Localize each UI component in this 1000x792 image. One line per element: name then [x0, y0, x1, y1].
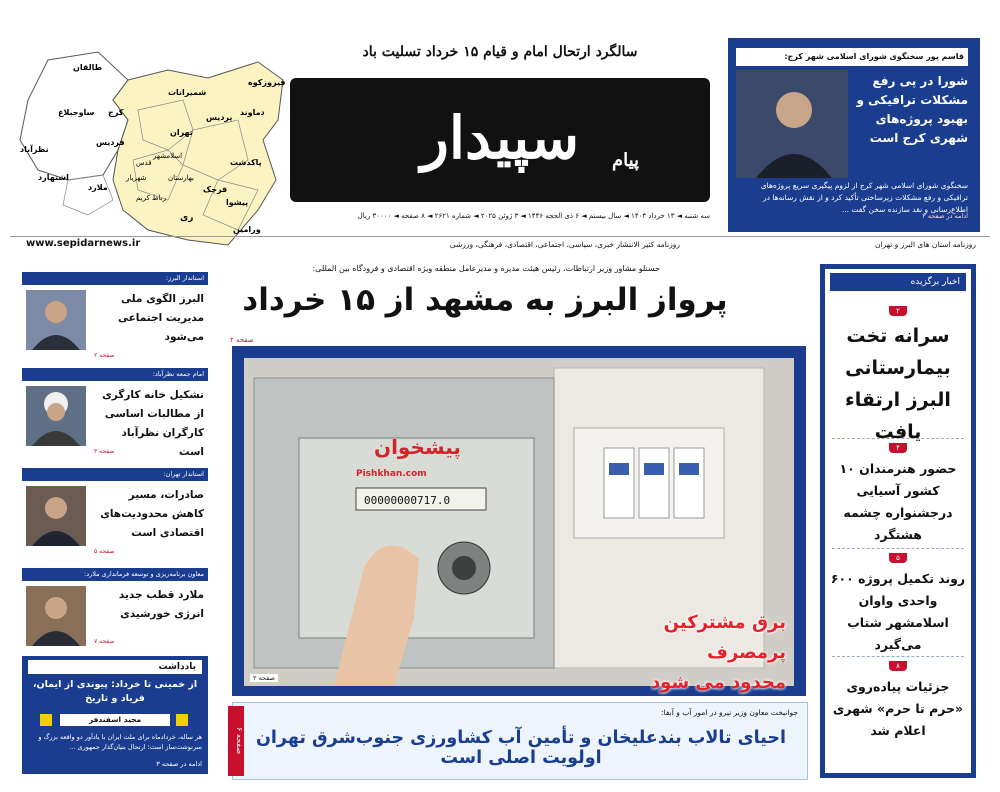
left-news-item[interactable] — [22, 568, 208, 648]
masthead-slogan: سالگرد ارتحال امام و قیام ۱۵ خرداد تسلیت باد — [362, 44, 638, 60]
lower-story-supra: جوانبخت معاون وزیر نیرو در امور آب و آبفا: — [661, 708, 798, 717]
left-news-item[interactable] — [22, 468, 208, 558]
header-divider — [10, 236, 990, 237]
map-label: طالقان — [73, 63, 103, 72]
masthead-logo: سپیدار — [420, 104, 580, 172]
masthead-dateline: سه شنبه ◄ ۱۳ خرداد ۱۴۰۴ ◄ سال بیستم ◄ ۶ ذی الحجه ۱۴۴۶ ◄ ۳ ژوئن ۲۰۲۵ ◄ شماره ۲۶۲۱ ◄ ۸ صفحه ◄ ۳۰۰۰۰ ریال — [357, 212, 710, 220]
map-label: ساوجبلاغ — [58, 108, 95, 117]
photo-caption[interactable] — [586, 608, 786, 698]
left-news-page[interactable]: صفحه ۳ — [94, 448, 115, 455]
left-news-label: معاون برنامه‌ریزی و توسعه فرمانداری ملارد: — [22, 568, 208, 581]
left-news-label: استاندار تهران: — [22, 468, 208, 481]
left-news-text: البرز الگوی ملی مدیریت اجتماعی می‌شود — [118, 293, 204, 343]
map-label: تهران — [170, 128, 193, 137]
left-news-text: ملارد قطب جدید انرژی خورشیدی — [118, 589, 204, 620]
news-badge: ۴ — [889, 443, 907, 453]
news-badge: ۲ — [889, 306, 907, 316]
selected-news-item[interactable]: سرانه تخت بیمارستانی البرز ارتقاء یافت — [845, 325, 951, 443]
quote-icon — [176, 714, 188, 726]
lower-story-headline[interactable]: احیای تالاب بندعلیخان و تأمین آب کشاورزی جنوب‌شرق تهران اولویت اصلی است — [256, 728, 786, 768]
website-url[interactable]: www.sepidarnews.ir — [26, 238, 141, 249]
selected-news-tab: اخبار برگزیده — [830, 273, 966, 291]
left-news-text: تشکیل خانه کارگری از مطالبات اساسی کارگران نظرآباد است — [102, 389, 204, 458]
news-badge: ۵ — [889, 553, 907, 563]
news-divider — [832, 656, 964, 657]
map-label: ری — [180, 213, 194, 223]
person-icon — [26, 586, 86, 646]
editorial-title[interactable]: از خمینی تا خرداد: پیوندی از ایمان، فریاد و تاریخ — [32, 679, 198, 704]
promo-header: قاسم پور سخنگوی شورای اسلامی شهر کرج: — [736, 48, 968, 66]
left-news-page[interactable]: صفحه ۷ — [94, 638, 115, 645]
left-news-text: صادرات، مسیر کاهش محدودیت‌های اقتصادی است — [100, 489, 204, 539]
promo-photo — [736, 70, 848, 178]
photo-caption-line2: محدود می شود — [650, 672, 786, 693]
person-icon — [26, 290, 86, 350]
map-label: پیشوا — [226, 198, 249, 207]
editorial-continue-link[interactable]: ادامه در صفحه ۳ — [156, 760, 202, 768]
meter-reading: 00000000717.0 — [364, 494, 451, 507]
watermark: پیشخوان — [374, 435, 461, 459]
news-badge: ۸ — [889, 661, 907, 671]
selected-news-item[interactable]: جزئیات پیاده‌روی «حرم تا حرم» شهری اعلام شد — [832, 679, 964, 738]
selected-news-item[interactable]: حضور هنرمندان ۱۰ کشور آسیایی درجشنواره چشمه هشتگرد — [839, 461, 957, 542]
lead-headline[interactable]: پرواز البرز به مشهد از ۱۵ خرداد — [242, 282, 728, 318]
promo-body: سخنگوی شورای اسلامی شهر کرج از لزوم پیگیری سریع پروژه‌های ترافیکی و رفع مشکلات زیرساختی تأکید کرد و از نقش رسانه‌ها در اطلاع‌رسانی و نقد سازنده سخن گفت ... — [760, 181, 968, 214]
portrait-photo — [26, 586, 86, 646]
map-label: فردیس — [96, 138, 125, 147]
news-divider — [832, 438, 964, 439]
portrait-photo — [26, 386, 86, 446]
person-icon — [26, 486, 86, 546]
left-news-column — [22, 272, 208, 648]
left-news-label: امام جمعه نظرآباد: — [22, 368, 208, 381]
left-news-page[interactable]: صفحه ۵ — [94, 548, 115, 555]
map-label: دماوند — [240, 108, 265, 117]
news-divider — [832, 548, 964, 549]
map-label: ورامین — [233, 225, 261, 234]
editorial-header: یادداشت — [28, 660, 202, 674]
paper-subtitle: روزنامه کثیر الانتشار خبری، سیاسی، اجتماعی، اقتصادی، فرهنگی، ورزشی — [449, 240, 680, 249]
person-photo-icon — [736, 70, 848, 178]
portrait-photo — [26, 486, 86, 546]
photo-page-ref[interactable]: صفحه ۲ — [250, 674, 278, 682]
left-news-item[interactable] — [22, 368, 208, 458]
map-label: اسلامشهر — [153, 152, 183, 160]
map-label: نظرآباد — [20, 145, 49, 154]
map-label: قدس — [136, 159, 152, 167]
photo-caption-line1: برق مشترکین پرمصرف — [663, 612, 786, 663]
left-news-page[interactable]: صفحه ۲ — [94, 352, 115, 359]
promo-continue-link[interactable]: ادامه در صفحه ۳ — [922, 212, 968, 220]
quote-icon — [40, 714, 52, 726]
map-label: اشتهارد — [38, 173, 69, 182]
person-icon — [26, 386, 86, 446]
paper-region-tag: روزنامه استان های البرز و تهران — [874, 240, 976, 249]
portrait-photo — [26, 290, 86, 350]
editorial-author: مجید اسفندفر — [60, 714, 170, 726]
masthead-logo-small: پیام — [612, 150, 640, 171]
map-label: ملارد — [88, 183, 108, 192]
map-label: کرج — [108, 108, 124, 117]
selected-news-item[interactable]: روند تکمیل پروژه ۶۰۰ واحدی واوان اسلامشهر شتاب می‌گیرد — [830, 571, 966, 652]
map-label: پاکدشت — [230, 158, 262, 167]
editorial-body: هر ساله، خردادماه برای ملت ایران با یادآور دو واقعه بزرگ و سرنوشت‌ساز است؛ ارتحال بنیان‌گذار جمهوری ... — [38, 733, 202, 751]
watermark-site: Pishkhan.com — [356, 469, 427, 479]
left-news-label: استاندار البرز: — [22, 272, 208, 285]
map-label: شمیرانات — [168, 88, 207, 97]
map-label: شهریار — [126, 174, 147, 182]
left-news-item[interactable] — [22, 272, 208, 362]
map-label: رباط کریم — [136, 194, 166, 202]
map-label: پردیس — [206, 113, 233, 122]
lead-supra: حسنلو مشاور وزیر ارتباطات، رئیس هیئت مدیره و مدیرعامل منطقه ویژه اقتصادی و فرودگاه بین المللی: — [312, 264, 660, 273]
provinces-map — [8, 40, 288, 252]
promo-title[interactable]: شورا در پی رفع مشکلات ترافیکی و بهبود پروژه‌های شهری کرج است — [856, 74, 968, 145]
lower-page-ref[interactable]: صفحه ۶ — [228, 706, 244, 776]
map-label: فیروزکوه — [248, 78, 286, 87]
map-label: قرچک — [203, 185, 228, 194]
map-label: بهارستان — [168, 174, 194, 182]
lead-page-ref[interactable]: صفحه ۲ — [230, 336, 254, 344]
